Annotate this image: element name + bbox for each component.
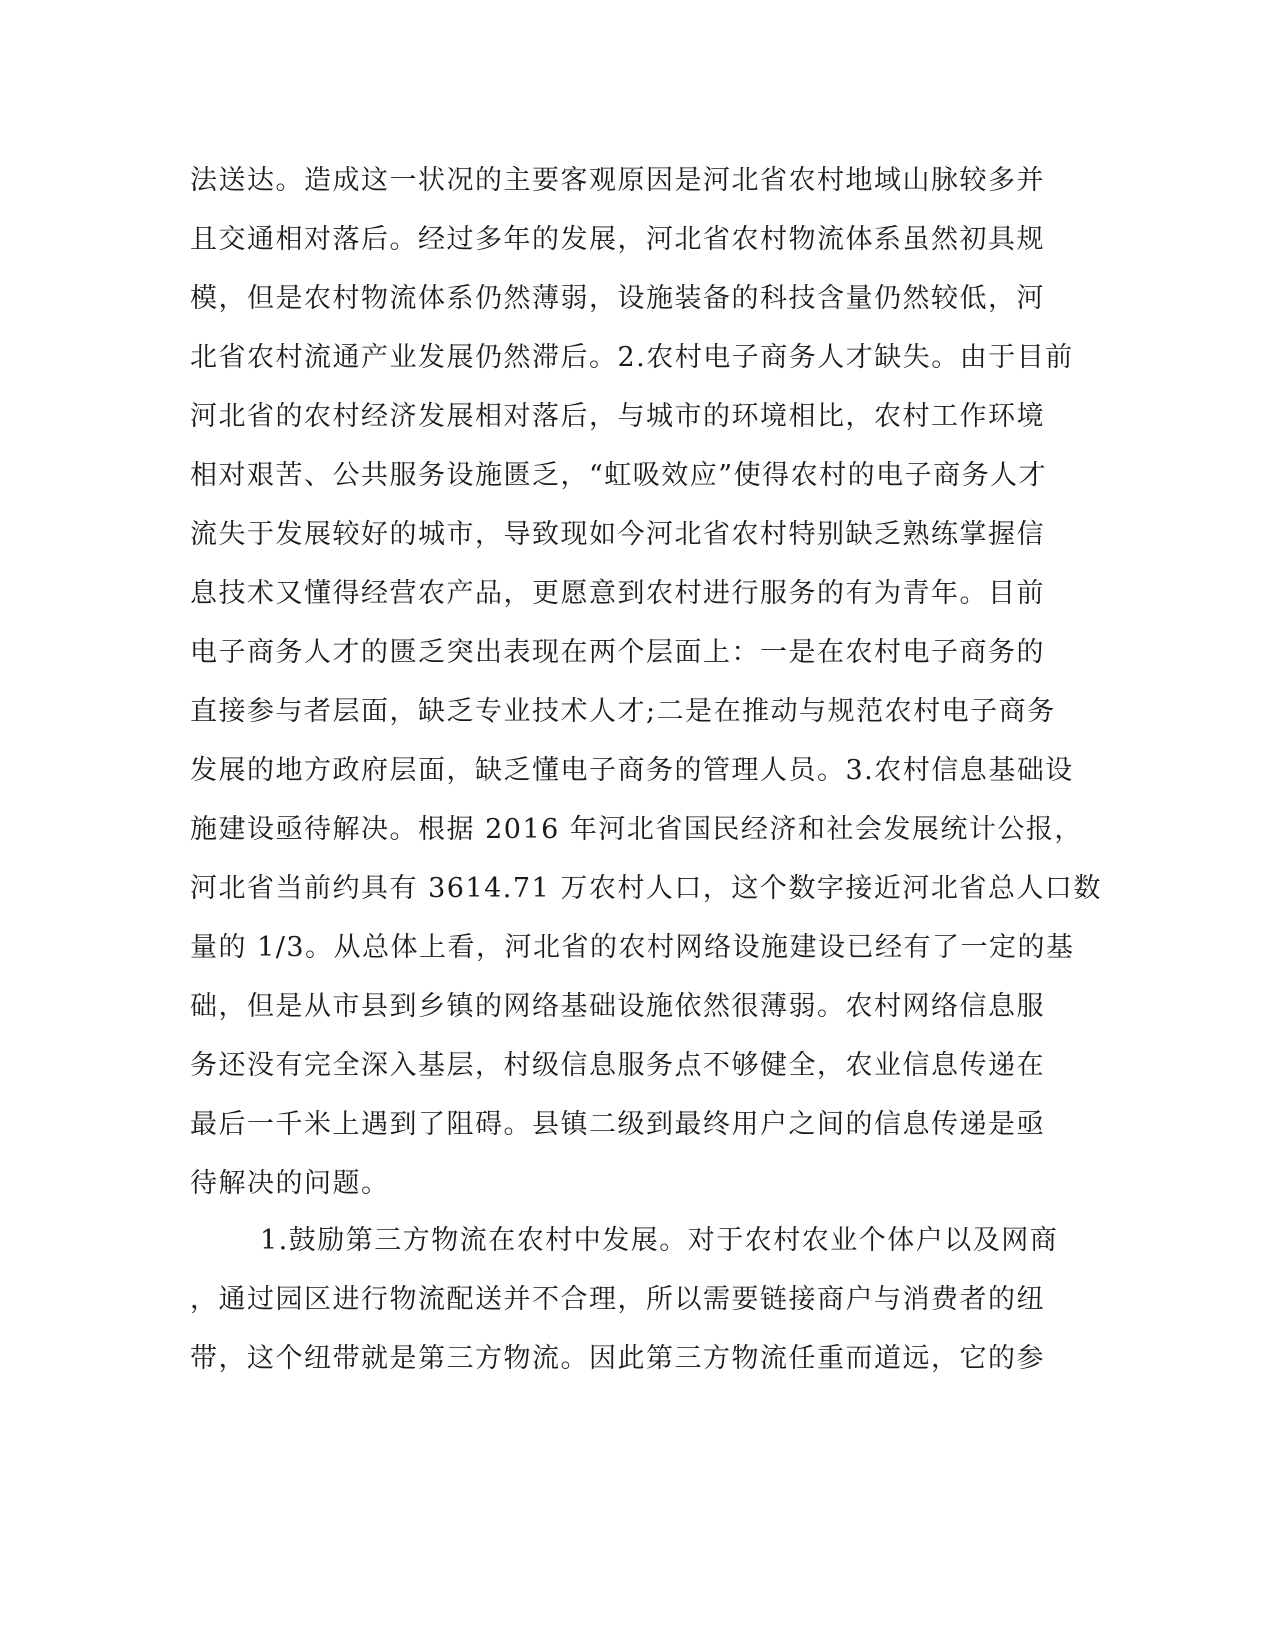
text-line: 量的 1/3。从总体上看，河北省的农村网络设施建设已经有了一定的基 xyxy=(190,932,1075,963)
text-line: 电子商务人才的匮乏突出表现在两个层面上：一是在农村电子商务的 xyxy=(190,637,1045,668)
text-line: 直接参与者层面，缺乏专业技术人才;二是在推动与规范农村电子商务 xyxy=(190,696,1056,727)
text-line: 法送达。造成这一状况的主要客观原因是河北省农村地域山脉较多并 xyxy=(190,165,1045,196)
text-line: 且交通相对落后。经过多年的发展，河北省农村物流体系虽然初具规 xyxy=(190,224,1045,255)
text-line: 发展的地方政府层面，缺乏懂电子商务的管理人员。3.农村信息基础设 xyxy=(190,755,1074,786)
text-line: 带，这个纽带就是第三方物流。因此第三方物流任重而道远，它的参 xyxy=(190,1343,1045,1374)
text-line: 模，但是农村物流体系仍然薄弱，设施装备的科技含量仍然较低，河 xyxy=(190,283,1045,314)
text-line: 流失于发展较好的城市，导致现如今河北省农村特别缺乏熟练掌握信 xyxy=(190,519,1045,550)
text-line: 1.鼓励第三方物流在农村中发展。对于农村农业个体户以及网商 xyxy=(260,1225,1059,1256)
text-line: 河北省的农村经济发展相对落后，与城市的环境相比，农村工作环境 xyxy=(190,401,1045,432)
text-line: ，通过园区进行物流配送并不合理，所以需要链接商户与消费者的纽 xyxy=(190,1284,1045,1315)
text-line: 相对艰苦、公共服务设施匮乏，“虹吸效应”使得农村的电子商务人才 xyxy=(190,460,1048,491)
text-line: 息技术又懂得经营农产品，更愿意到农村进行服务的有为青年。目前 xyxy=(190,578,1045,609)
text-line: 础，但是从市县到乡镇的网络基础设施依然很薄弱。农村网络信息服 xyxy=(190,991,1045,1022)
text-line: 待解决的问题。 xyxy=(190,1168,390,1199)
text-line: 河北省当前约具有 3614.71 万农村人口，这个数字接近河北省总人口数 xyxy=(190,873,1102,904)
text-line: 北省农村流通产业发展仍然滞后。2.农村电子商务人才缺失。由于目前 xyxy=(190,342,1074,373)
text-line: 最后一千米上遇到了阻碍。县镇二级到最终用户之间的信息传递是亟 xyxy=(190,1109,1045,1140)
text-line: 务还没有完全深入基层，村级信息服务点不够健全，农业信息传递在 xyxy=(190,1050,1045,1081)
text-line: 施建设亟待解决。根据 2016 年河北省国民经济和社会发展统计公报， xyxy=(190,814,1083,845)
